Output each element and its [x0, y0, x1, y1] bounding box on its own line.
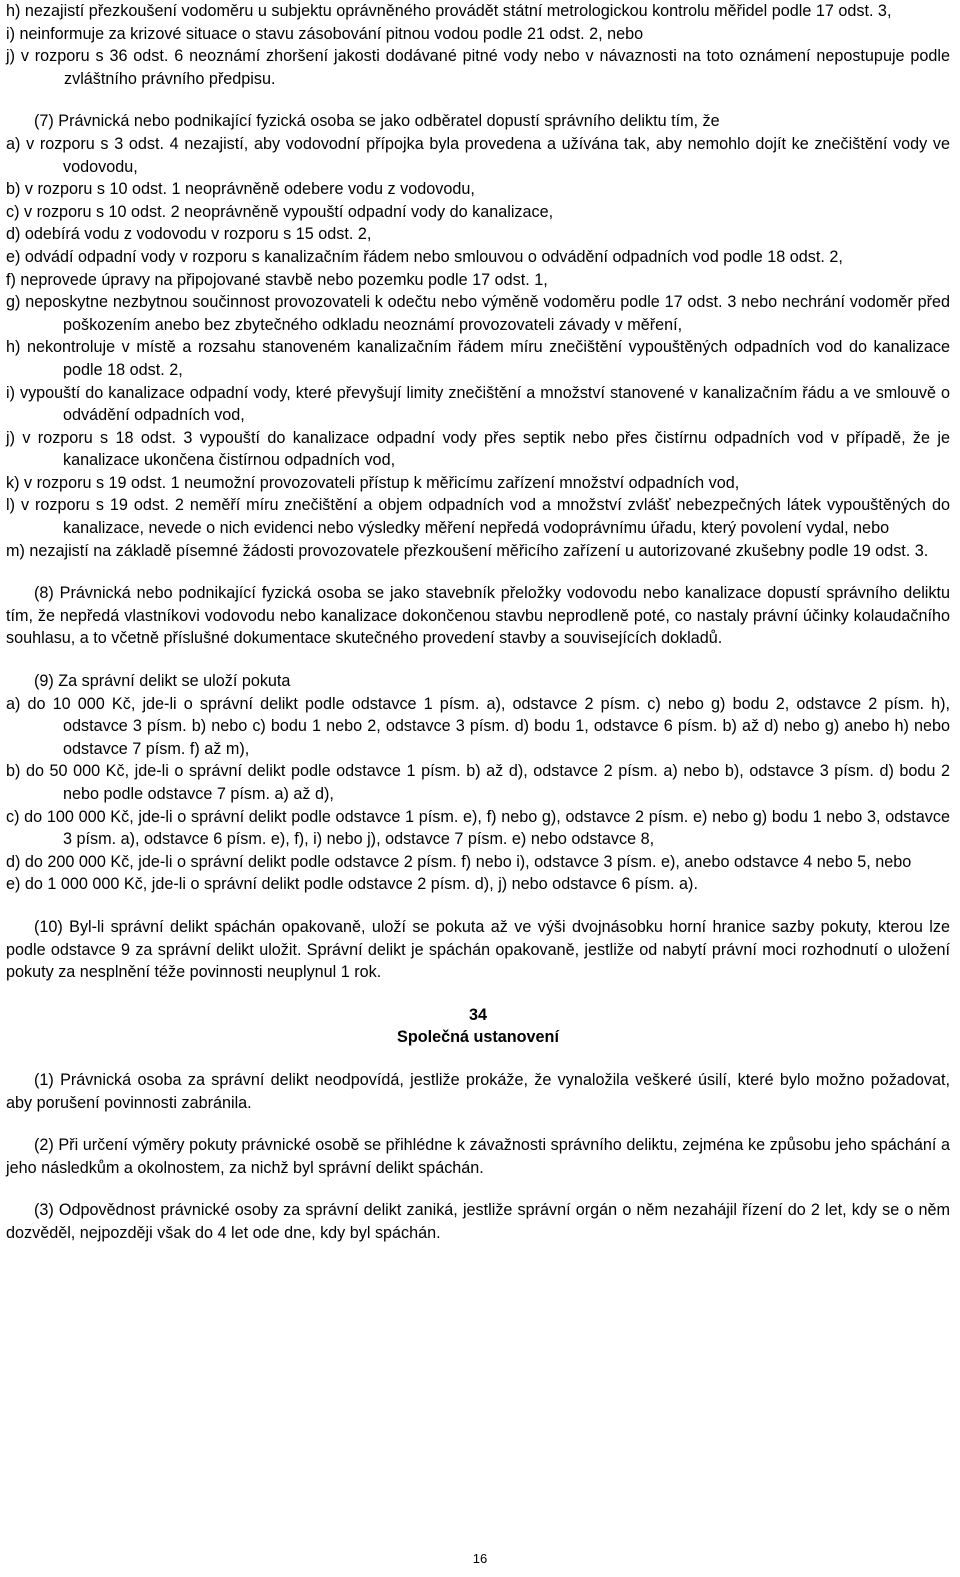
section-10-paragraph: (10) Byl-li správní delikt spáchán opakovaně, uloží se pokuta až ve výši dvojnásobku horní hranice sazby pokuty, kterou lze podle odstavce 9 za správní delikt uložit. Správní delikt je spáchán opakovaně, jestliže od nabytí právní moci rozhodnutí o uložení pokuty za nesplnění téže povinnosti neuplynul 1 rok.: [6, 917, 950, 982]
section-9-item-a: a) do 10 000 Kč, jde-li o správní delikt podle odstavce 1 písm. a), odstavce 2 písm. c) nebo g) bodu 2, odstavce 2 písm. h), odstavce 3 písm. b) nebo c) bodu 1 nebo 2, odstavce 3 písm. d) bodu 1, odstavce 6 písm. b) až d) nebo g) anebo h) nebo odstavce 7 písm. f) až m),: [6, 694, 950, 758]
section-7-item-m: m) nezajistí na základě písemné žádosti provozovatele přezkoušení měřicího zařízení u autorizované zkušebny podle 19 odst. 3.: [6, 541, 929, 560]
section-9-item-e: e) do 1 000 000 Kč, jde-li o správní delikt podle odstavce 2 písm. d), j) nebo odstavce 6 písm. a).: [6, 875, 698, 894]
spacer: [6, 562, 950, 582]
section-7-item-g: g) neposkytne nezbytnou součinnost provozovateli k odečtu nebo výměně vodoměru podle 17 odst. 3 nebo nechrání vodoměr před poškozením anebo bez zbytečného odkladu neoznámí provozovateli závady v měření,: [6, 293, 950, 334]
section-34-title: Společná ustanovení: [397, 1028, 559, 1047]
section-7-item-e: e) odvádí odpadní vody v rozporu s kanalizačním řádem nebo smlouvou o odvádění odpadních vod podle 18 odst. 2,: [6, 247, 843, 266]
section-8-paragraph: (8) Právnická nebo podnikající fyzická osoba se jako stavebník přeložky vodovodu nebo kanalizace dopustí správního deliktu tím, že nepředá vlastníkovi vodovodu nebo kanalizace dokončenou stavbu neprodleně poté, co nastaly právní účinky kolaudačního souhlasu, a to včetně příslušné dokumentace skutečného provedení stavby a souvisejících dokladů.: [6, 584, 950, 648]
section-7-item-j: j) v rozporu s 18 odst. 3 vypouští do kanalizace odpadní vody přes septik nebo přes čistírnu odpadních vod v případě, že je kanalizace ukončena čistírnou odpadních vod,: [6, 428, 950, 470]
spacer: [6, 1049, 950, 1069]
section-34-number: 34: [468, 1005, 487, 1024]
section-7-item-f: f) neprovede úpravy na připojované stavbě nebo pozemku podle 17 odst. 1,: [6, 270, 548, 289]
list-item-i: i) neinformuje za krizové situace o stavu zásobování pitnou vodou podle 21 odst. 2, nebo: [6, 24, 644, 43]
section-34-paragraph-3: (3) Odpovědnost právnické osoby za správní delikt zaniká, jestliže správní orgán o něm nezahájil řízení do 2 let, kdy se o něm dozvěděl, nejpozději však do 4 let ode dne, kdy byl spáchán.: [6, 1201, 950, 1242]
section-7-item-h: h) nekontroluje v místě a rozsahu stanoveném kanalizačním řádem míru znečištění vypouštěných odpadních vod do kanalizace podle 18 odst. 2,: [6, 338, 950, 379]
list-item-h: h) nezajistí přezkoušení vodoměru u subjektu oprávněného provádět státní metrologickou kontrolu měřidel podle 17 odst. 3,: [6, 2, 892, 20]
spacer: [6, 1179, 950, 1199]
section-7-item-b: b) v rozporu s 10 odst. 1 neoprávněně odebere vodu z vodovodu,: [6, 180, 475, 199]
spacer: [6, 896, 950, 916]
section-9-intro: (9) Za správní delikt se uloží pokuta: [34, 672, 291, 691]
section-34-paragraph-2: (2) Při určení výměry pokuty právnické osobě se přihlédne k závažnosti správního deliktu, zejména ke způsobu jeho spáchání a jeho následkům a okolnostem, za nichž byl správní delikt spáchán.: [6, 1136, 950, 1177]
section-7-item-l: l) v rozporu s 19 odst. 2 neměří míru znečištění a objem odpadních vod a množství zvlášť nebezpečných látek vypouštěných do kanalizace, nevede o nich evidenci nebo výsledky měření nepředá vodoprávnímu úřadu, který povolení vydal, nebo: [6, 496, 950, 538]
spacer: [6, 90, 950, 110]
section-7-intro: (7) Právnická nebo podnikající fyzická osoba se jako odběratel dopustí správního deliktu tím, že: [34, 112, 720, 131]
section-7-item-d: d) odebírá vodu z vodovodu v rozporu s 15 odst. 2,: [6, 225, 372, 244]
section-9-item-b: b) do 50 000 Kč, jde-li o správní delikt podle odstavce 1 písm. b) až d), odstavce 2 písm. a) nebo b), odstavce 3 písm. d) bodu 2 nebo podle odstavce 7 písm. a) až d),: [6, 762, 950, 803]
section-7-item-a: a) v rozporu s 3 odst. 4 nezajistí, aby vodovodní přípojka byla provedena a užívána tak, aby nemohlo dojít ke znečištění vody ve vodovodu,: [6, 134, 950, 176]
spacer: [6, 1114, 950, 1134]
section-7-item-k: k) v rozporu s 19 odst. 1 neumožní provozovateli přístup k měřicímu zařízení množství odpadních vod,: [6, 473, 740, 492]
list-item-j: j) v rozporu s 36 odst. 6 neoznámí zhoršení jakosti dodávané pitné vody nebo v návaznosti na toto oznámení nepostupuje podle zvláštního právního předpisu.: [6, 47, 950, 88]
section-9-item-d: d) do 200 000 Kč, jde-li o správní delikt podle odstavce 2 písm. f) nebo i), odstavce 3 písm. e), anebo odstavce 4 nebo 5, nebo: [6, 852, 912, 871]
section-9-item-c: c) do 100 000 Kč, jde-li o správní delikt podle odstavce 1 písm. e), f) nebo g), odstavce 2 písm. e) nebo g) bodu 1 nebo 3, odstavce 3 písm. a), odstavce 6 písm. e), f), i) nebo j), odstavce 7 písm. e) nebo odstavce 8,: [6, 807, 950, 849]
document-page: [6, 0, 950, 1245]
section-34-paragraph-1: (1) Právnická osoba za správní delikt neodpovídá, jestliže prokáže, že vynaložila veškeré úsilí, které bylo možno požadovat, aby porušení povinnosti zabránila.: [6, 1070, 950, 1112]
section-7-item-c: c) v rozporu s 10 odst. 2 neoprávněně vypouští odpadní vody do kanalizace,: [6, 202, 554, 221]
section-7-item-i: i) vypouští do kanalizace odpadní vody, které převyšují limity znečištění a množství stanovené v kanalizačním řádu a ve smlouvě o odvádění odpadních vod,: [6, 383, 950, 425]
spacer: [6, 984, 950, 1004]
page-number: 16: [472, 1551, 488, 1566]
spacer: [6, 650, 950, 670]
